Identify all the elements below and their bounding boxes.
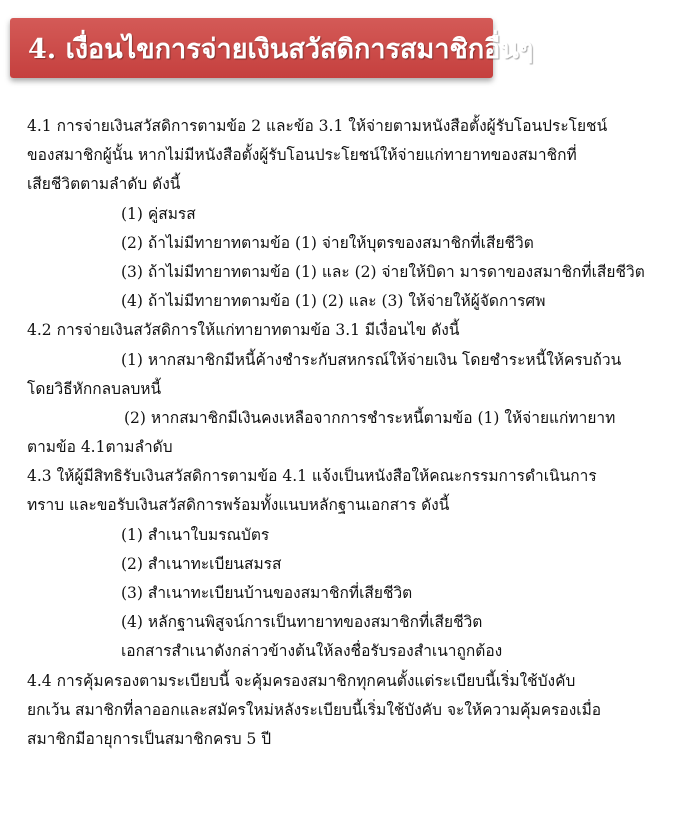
section-title: 4. เงื่อนไขการจ่ายเงินสวัสดิการสมาชิกอื่นๆ: [28, 33, 534, 65]
paragraph-line: เสียชีวิตตามลำดับ ดังนี้: [27, 175, 181, 194]
sub-item-line: (1) หากสมาชิกมีหนี้ค้างชำระกับสหกรณ์ให้จ่ายเงิน โดยชำระหนี้ให้ครบถ้วน: [121, 350, 622, 369]
sub-item-line: (2) ถ้าไม่มีทายาทตามข้อ (1) จ่ายให้บุตรของสมาชิกที่เสียชีวิต: [121, 233, 534, 252]
paragraph-line: ของสมาชิกผู้นั้น หากไม่มีหนังสือตั้งผู้รับโอนประโยชน์ให้จ่ายแก่ทายาทของสมาชิกที่: [27, 146, 577, 165]
paragraph-line: ตามข้อ 4.1ตามลำดับ: [27, 438, 173, 457]
paragraph-line: โดยวิธีหักกลบลบหนี้: [27, 379, 162, 398]
sub-item-line: (2) สำเนาทะเบียนสมรส: [121, 554, 282, 573]
sub-item-line: เอกสารสำเนาดังกล่าวข้างต้นให้ลงชื่อรับรองสำเนาถูกต้อง: [121, 642, 503, 661]
sub-item-line: (4) หลักฐานพิสูจน์การเป็นทายาทของสมาชิกที่เสียชีวิต: [121, 613, 483, 632]
sub-item-line: (3) สำเนาทะเบียนบ้านของสมาชิกที่เสียชีวิต: [121, 584, 413, 602]
paragraph-line: 4.4 การคุ้มครองตามระเบียบนี้ จะคุ้มครองสมาชิกทุกคนตั้งแต่ระเบียบนี้เริ่มใช้บังคับ: [27, 671, 576, 690]
document-body: [27, 112, 677, 754]
paragraph-line: 4.1 การจ่ายเงินสวัสดิการตามข้อ 2 และข้อ 3.1 ให้จ่ายตามหนังสือตั้งผู้รับโอนประโยชน์: [27, 117, 608, 135]
paragraph-line: 4.3 ให้ผู้มีสิทธิรับเงินสวัสดิการตามข้อ 4.1 แจ้งเป็นหนังสือให้คณะกรรมการดำเนินการ: [27, 467, 597, 486]
sub-item-line: (1) คู่สมรส: [121, 204, 196, 223]
sub-item-line: (1) สำเนาใบมรณบัตร: [121, 525, 270, 544]
sub-item-line: (3) ถ้าไม่มีทายาทตามข้อ (1) และ (2) จ่ายให้บิดา มารดาของสมาชิกที่เสียชีวิต: [121, 262, 645, 281]
sub-item-line: (2) หากสมาชิกมีเงินคงเหลือจากการชำระหนี้ตามข้อ (1) ให้จ่ายแก่ทายาท: [124, 408, 616, 427]
paragraph-line: ทราบ และขอรับเงินสวัสดิการพร้อมทั้งแนบหลักฐานเอกสาร ดังนี้: [27, 496, 450, 515]
sub-item-line: (4) ถ้าไม่มีทายาทตามข้อ (1) (2) และ (3) ให้จ่ายให้ผู้จัดการศพ: [121, 292, 546, 311]
paragraph-line: สมาชิกมีอายุการเป็นสมาชิกครบ 5 ปี: [27, 729, 272, 748]
paragraph-line: 4.2 การจ่ายเงินสวัสดิการให้แก่ทายาทตามข้อ 3.1 มีเงื่อนไข ดังนี้: [27, 321, 460, 340]
paragraph-line: ยกเว้น สมาชิกที่ลาออกและสมัครใหม่หลังระเบียบนี้เริ่มใช้บังคับ จะให้ความคุ้มครองเมื่อ: [27, 700, 602, 719]
section-title-banner: [10, 18, 534, 78]
